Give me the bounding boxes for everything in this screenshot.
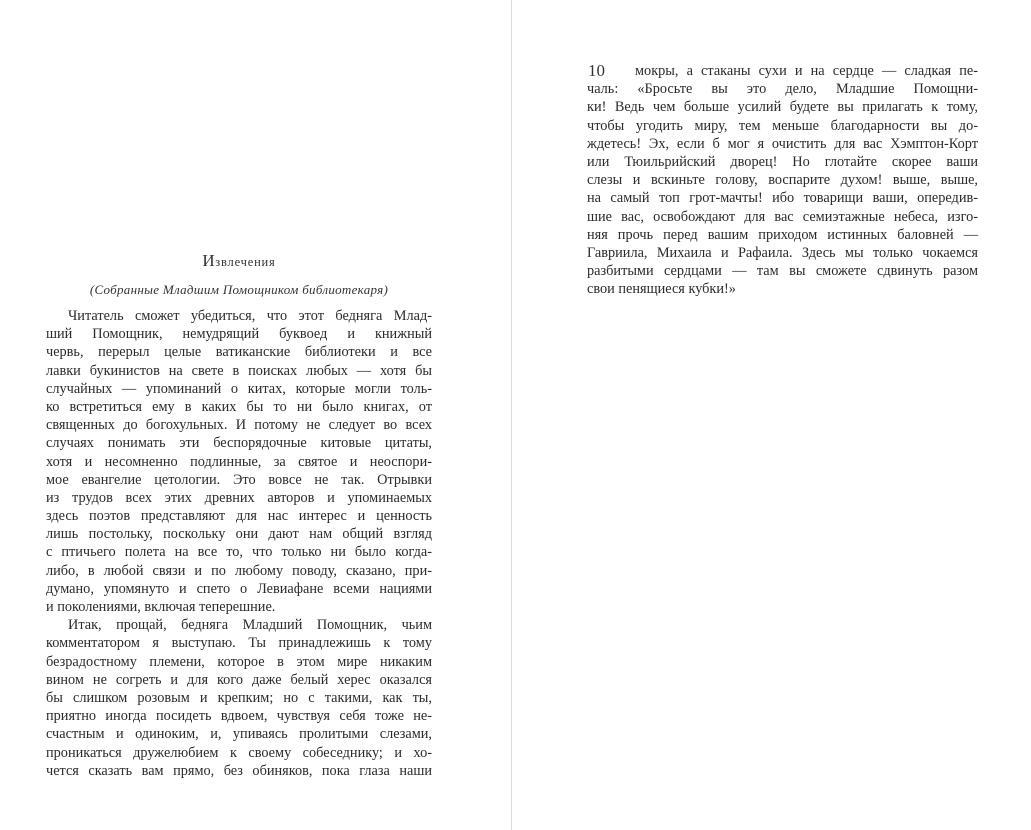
text-line: вином не согреть и для кого даже белый херес оказался [46,671,432,688]
text-line: приятно иногда посидеть вдвоем, чувствуя себя тоже не- [46,708,432,725]
text-line: свои пенящиеся кубки!» [587,281,736,298]
text-line: случаях понимать эти беспорядочные китовые цитаты, [46,435,432,452]
text-line: лишь постольку, поскольку они дают нам общий взгляд [46,526,432,543]
text-line: Гавриила, Михаила и Рафаила. Здесь мы только чокаемся [587,244,978,261]
left-body-text [46,307,432,780]
text-line: лавки букинистов на свете в поисках любых — хотя бы [46,362,432,379]
text-line: счастным и одиноким, и, упиваясь пролитыми слезами, [46,726,432,743]
text-line: мокры, а стаканы сухи и на сердце — сладкая пе- [635,63,978,79]
text-line: священных до богохульных. И потому не следует во всех [46,417,432,434]
text-line: с птичьего полета на все то, что только ни было когда- [46,544,432,561]
text-line: червь, перерыл целые ватиканские библиотеки и все [46,344,432,361]
text-line: комментатором я выступаю. Ты принадлежишь к тому [46,635,432,652]
text-line: чется сказать вам прямо, без обиняков, пока глаза наши [46,762,432,779]
left-page [0,0,511,830]
text-line: или Тюильрийский дворец! Но глотайте скорее ваши [587,153,978,170]
section-title-initial: И [202,251,216,270]
text-line: чтобы угодить миру, тем меньше благодарности вы до- [587,117,978,134]
text-line: бы слишком розовым и крепким; но с такими, как ты, [46,689,432,706]
text-line: на самый топ грот-мачты! ибо товарищи ваши, опередив- [587,190,978,207]
text-line: хотя и несомненно подлинные, за святое и неоспори- [46,453,432,470]
text-line: проникаться дружелюбием к своему собеседнику; и хо- [46,744,432,761]
right-body-text [587,62,978,298]
section-title-rest: звлечения [215,255,276,269]
text-line: ждетесь! Эх, если б мог я очистить для вас Хэмптон-Корт [587,135,978,152]
text-line: няя прочь перед вашим приходом истинных баловней — [587,226,978,243]
text-line: здесь поэтов представляют для нас интерес и ценность [46,508,432,525]
text-line: Итак, прощай, бедняга Младший Помощник, чьим [68,617,432,634]
text-line: чаль: «Бросьте вы это дело, Младшие Помощни- [587,81,978,98]
text-line: либо, в любой связи и по любому поводу, сказано, при- [46,562,432,579]
text-line: думано, упомянуто и спето о Левиафане всеми нациями [46,580,432,597]
page-number: 10 [588,61,605,80]
text-line: ки! Ведь чем больше усилий будете вы прилагать к тому, [587,99,978,116]
text-line: случайных — упоминаний о китах, которые могли толь- [46,380,432,397]
text-line: и поколениями, включая теперешние. [46,599,276,615]
text-line: шие вас, освобождают для вас семиэтажные небеса, изго- [587,208,978,225]
section-subtitle: (Собранные Младшим Помощником библиотекаря) [89,282,389,297]
text-line: безрадостному племени, которое в этом мире никаким [46,653,432,670]
text-line: из трудов всех этих древних авторов и упоминаемых [46,489,432,506]
text-line: Читатель сможет убедиться, что этот бедняга Млад- [68,308,432,324]
section-title [46,251,432,271]
text-line: слезы и вскиньте голову, воспарите духом! выше, выше, [587,172,978,189]
text-line: ко встретиться ему в каких бы то ни было книгах, от [46,398,432,415]
text-line: разбитыми сердцами — там вы сможете сдвинуть разом [587,263,978,280]
text-line: ший Помощник, немудрящий буквоед и книжный [46,326,432,343]
text-line: мое евангелие цетологии. Это вовсе не так. Отрывки [46,471,432,488]
